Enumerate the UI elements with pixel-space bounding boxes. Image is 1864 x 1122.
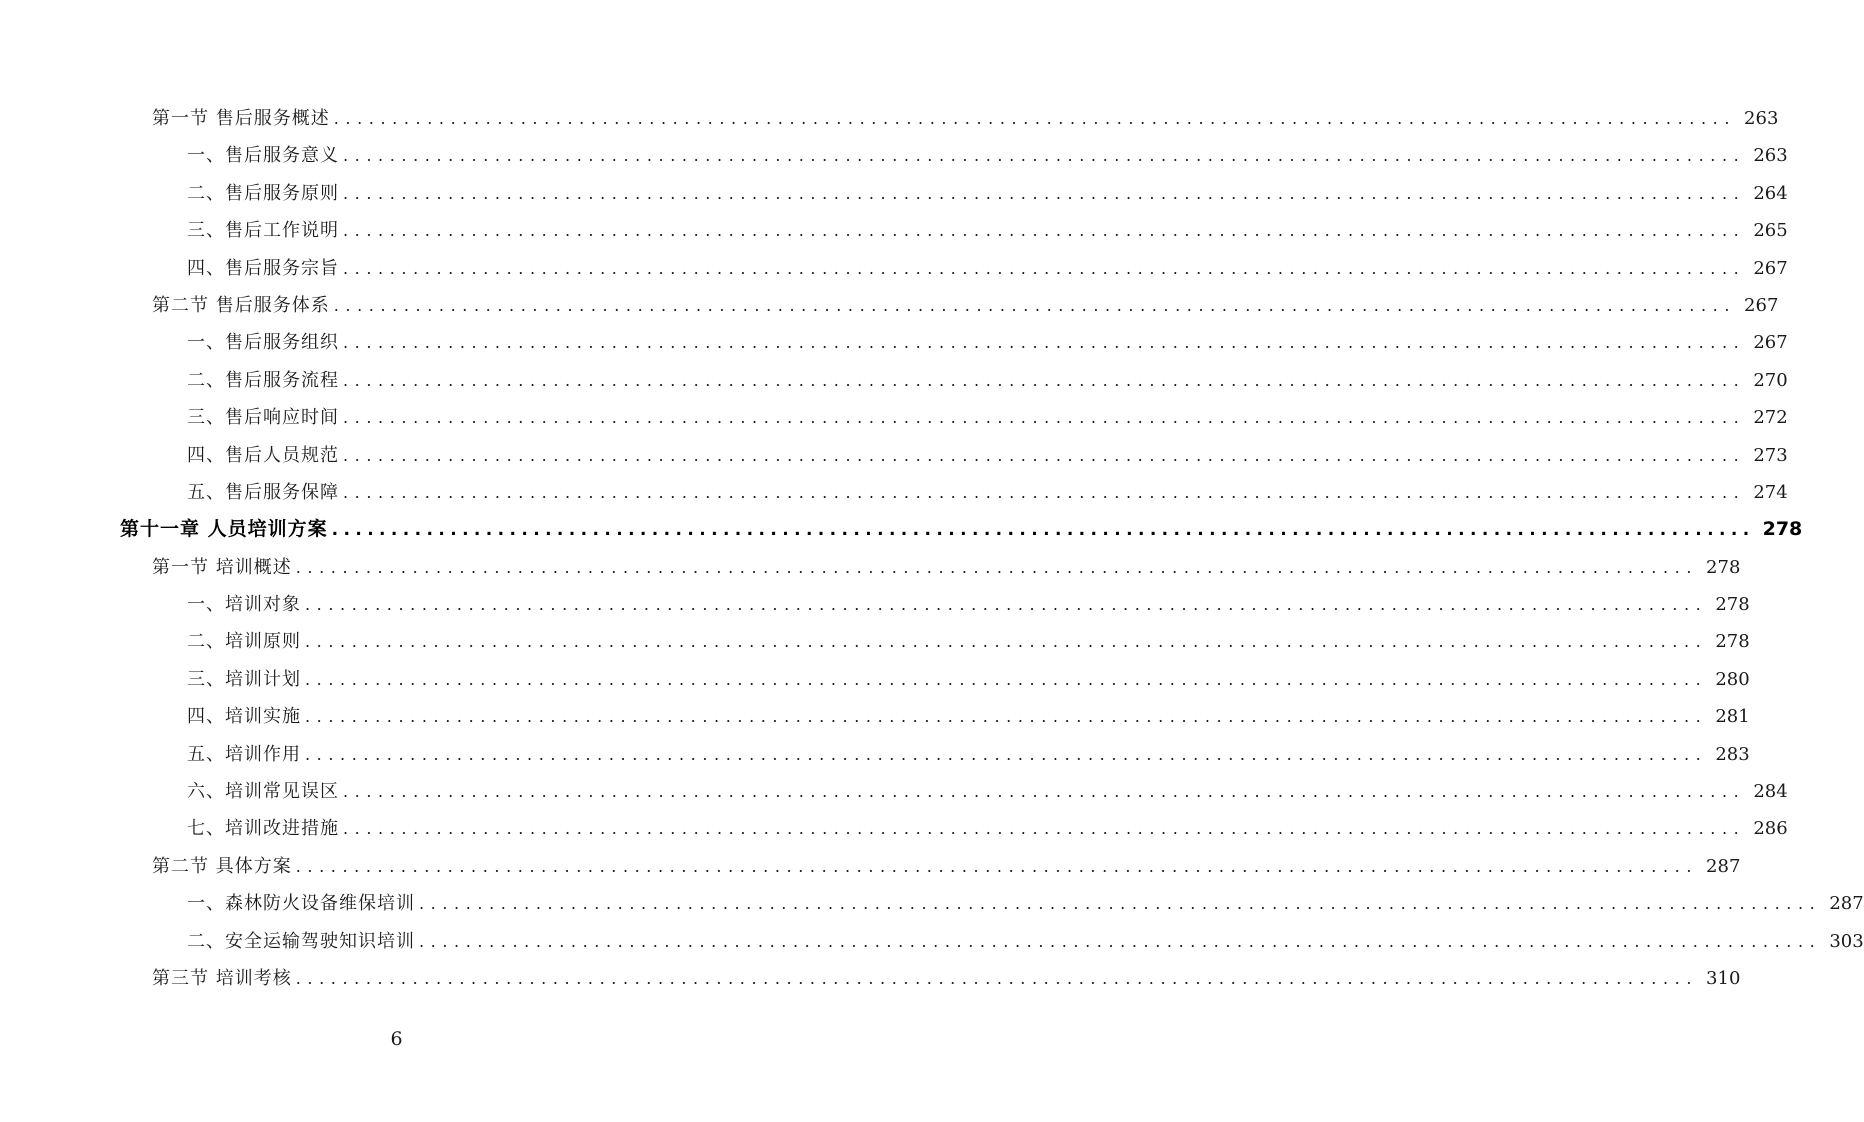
toc-page-number: 274 (1753, 481, 1788, 503)
toc-subsection-entry[interactable] (0, 324, 1788, 361)
toc-dot-leader: ........................................................................................................................ (331, 520, 1755, 541)
toc-page-number: 310 (1706, 967, 1741, 989)
toc-subsection-entry[interactable] (0, 698, 1750, 735)
toc-dot-leader: ........................................................................................................................ (419, 894, 1822, 914)
toc-dot-leader: ........................................................................................................................ (333, 295, 1737, 315)
toc-subsection-entry[interactable] (0, 923, 1864, 960)
toc-subsection-entry[interactable] (0, 885, 1864, 922)
toc-page-number: 272 (1753, 407, 1788, 429)
toc-entry-title: 第一节 培训概述 (152, 556, 292, 578)
toc-page-number: 278 (1706, 556, 1741, 578)
toc-entry-title: 二、售后服务原则 (187, 182, 339, 204)
toc-dot-leader: ........................................................................................................................ (419, 931, 1822, 951)
table-of-contents (0, 100, 1864, 997)
toc-page-number: 280 (1715, 668, 1750, 690)
toc-subsection-entry[interactable] (0, 474, 1788, 511)
toc-dot-leader: ........................................................................................................................ (305, 669, 1708, 689)
toc-section-entry[interactable] (0, 287, 1779, 324)
toc-page-number: 267 (1753, 257, 1788, 279)
toc-dot-leader: ........................................................................................................................ (343, 408, 1746, 428)
toc-dot-leader: ........................................................................................................................ (343, 221, 1746, 241)
toc-subsection-entry[interactable] (0, 137, 1788, 174)
toc-dot-leader: ........................................................................................................................ (305, 744, 1708, 764)
toc-subsection-entry[interactable] (0, 250, 1788, 287)
toc-entry-title: 五、售后服务保障 (187, 481, 339, 503)
toc-entry-title: 一、培训对象 (187, 594, 301, 616)
toc-entry-title: 一、森林防火设备维保培训 (187, 893, 415, 915)
toc-page-number: 267 (1753, 332, 1788, 354)
toc-section-entry[interactable] (0, 848, 1741, 885)
toc-entry-title: 一、售后服务组织 (187, 332, 339, 354)
toc-page-number: 270 (1753, 369, 1788, 391)
page-number: 6 (390, 1028, 403, 1050)
toc-subsection-entry[interactable] (0, 810, 1788, 847)
toc-section-entry[interactable] (0, 549, 1741, 586)
toc-page-number: 278 (1715, 594, 1750, 616)
toc-dot-leader: ........................................................................................................................ (305, 707, 1708, 727)
toc-entry-title: 第三节 培训考核 (152, 967, 292, 989)
toc-entry-title: 第十一章 人员培训方案 (120, 518, 328, 541)
toc-page-number: 283 (1715, 743, 1750, 765)
toc-dot-leader: ........................................................................................................................ (343, 258, 1746, 278)
toc-page-number: 278 (1715, 631, 1750, 653)
toc-dot-leader: ........................................................................................................................ (295, 557, 1699, 577)
toc-entry-title: 四、售后服务宗旨 (187, 257, 339, 279)
toc-entry-title: 二、培训原则 (187, 631, 301, 653)
toc-dot-leader: ........................................................................................................................ (343, 333, 1746, 353)
toc-page-number: 267 (1744, 294, 1779, 316)
toc-dot-leader: ........................................................................................................................ (305, 595, 1708, 615)
toc-page-number: 264 (1753, 182, 1788, 204)
toc-dot-leader: ........................................................................................................................ (343, 146, 1746, 166)
toc-subsection-entry[interactable] (0, 623, 1750, 660)
toc-entry-title: 二、安全运输驾驶知识培训 (187, 930, 415, 952)
toc-entry-title: 三、售后响应时间 (187, 407, 339, 429)
toc-dot-leader: ........................................................................................................................ (295, 856, 1699, 876)
toc-dot-leader: ........................................................................................................................ (305, 632, 1708, 652)
toc-page-number: 265 (1753, 220, 1788, 242)
toc-page-number: 281 (1715, 706, 1750, 728)
toc-subsection-entry[interactable] (0, 175, 1788, 212)
toc-dot-leader: ........................................................................................................................ (343, 445, 1746, 465)
toc-entry-title: 三、培训计划 (187, 668, 301, 690)
toc-page-number: 287 (1706, 855, 1741, 877)
toc-subsection-entry[interactable] (0, 212, 1788, 249)
toc-subsection-entry[interactable] (0, 661, 1750, 698)
toc-subsection-entry[interactable] (0, 399, 1788, 436)
toc-dot-leader: ........................................................................................................................ (295, 968, 1699, 988)
toc-page-number: 287 (1829, 893, 1864, 915)
toc-entry-title: 五、培训作用 (187, 743, 301, 765)
toc-section-entry[interactable] (0, 960, 1741, 997)
toc-entry-title: 二、售后服务流程 (187, 369, 339, 391)
toc-page-number: 273 (1753, 444, 1788, 466)
toc-subsection-entry[interactable] (0, 736, 1750, 773)
toc-chapter-entry[interactable] (0, 511, 1803, 548)
toc-dot-leader: ........................................................................................................................ (343, 183, 1746, 203)
toc-page-number: 286 (1753, 818, 1788, 840)
toc-entry-title: 一、售后服务意义 (187, 145, 339, 167)
toc-subsection-entry[interactable] (0, 586, 1750, 623)
toc-entry-title: 第二节 具体方案 (152, 855, 292, 877)
toc-page-number: 278 (1762, 518, 1803, 541)
toc-section-entry[interactable] (0, 100, 1779, 137)
toc-dot-leader: ........................................................................................................................ (343, 819, 1746, 839)
toc-entry-title: 六、培训常见误区 (187, 781, 339, 803)
toc-page-number: 263 (1753, 145, 1788, 167)
toc-dot-leader: ........................................................................................................................ (343, 782, 1746, 802)
toc-dot-leader: ........................................................................................................................ (343, 482, 1746, 502)
toc-entry-title: 三、售后工作说明 (187, 220, 339, 242)
toc-page-number: 284 (1753, 781, 1788, 803)
toc-dot-leader: ........................................................................................................................ (333, 109, 1737, 128)
toc-entry-title: 四、培训实施 (187, 706, 301, 728)
toc-subsection-entry[interactable] (0, 437, 1788, 474)
toc-entry-title: 七、培训改进措施 (187, 818, 339, 840)
toc-entry-title: 四、售后人员规范 (187, 444, 339, 466)
toc-page-number: 303 (1829, 930, 1864, 952)
toc-entry-title: 第一节 售后服务概述 (152, 108, 330, 129)
toc-entry-title: 第二节 售后服务体系 (152, 294, 330, 316)
toc-subsection-entry[interactable] (0, 773, 1788, 810)
toc-subsection-entry[interactable] (0, 362, 1788, 399)
toc-dot-leader: ........................................................................................................................ (343, 370, 1746, 390)
toc-page-number: 263 (1744, 108, 1779, 129)
